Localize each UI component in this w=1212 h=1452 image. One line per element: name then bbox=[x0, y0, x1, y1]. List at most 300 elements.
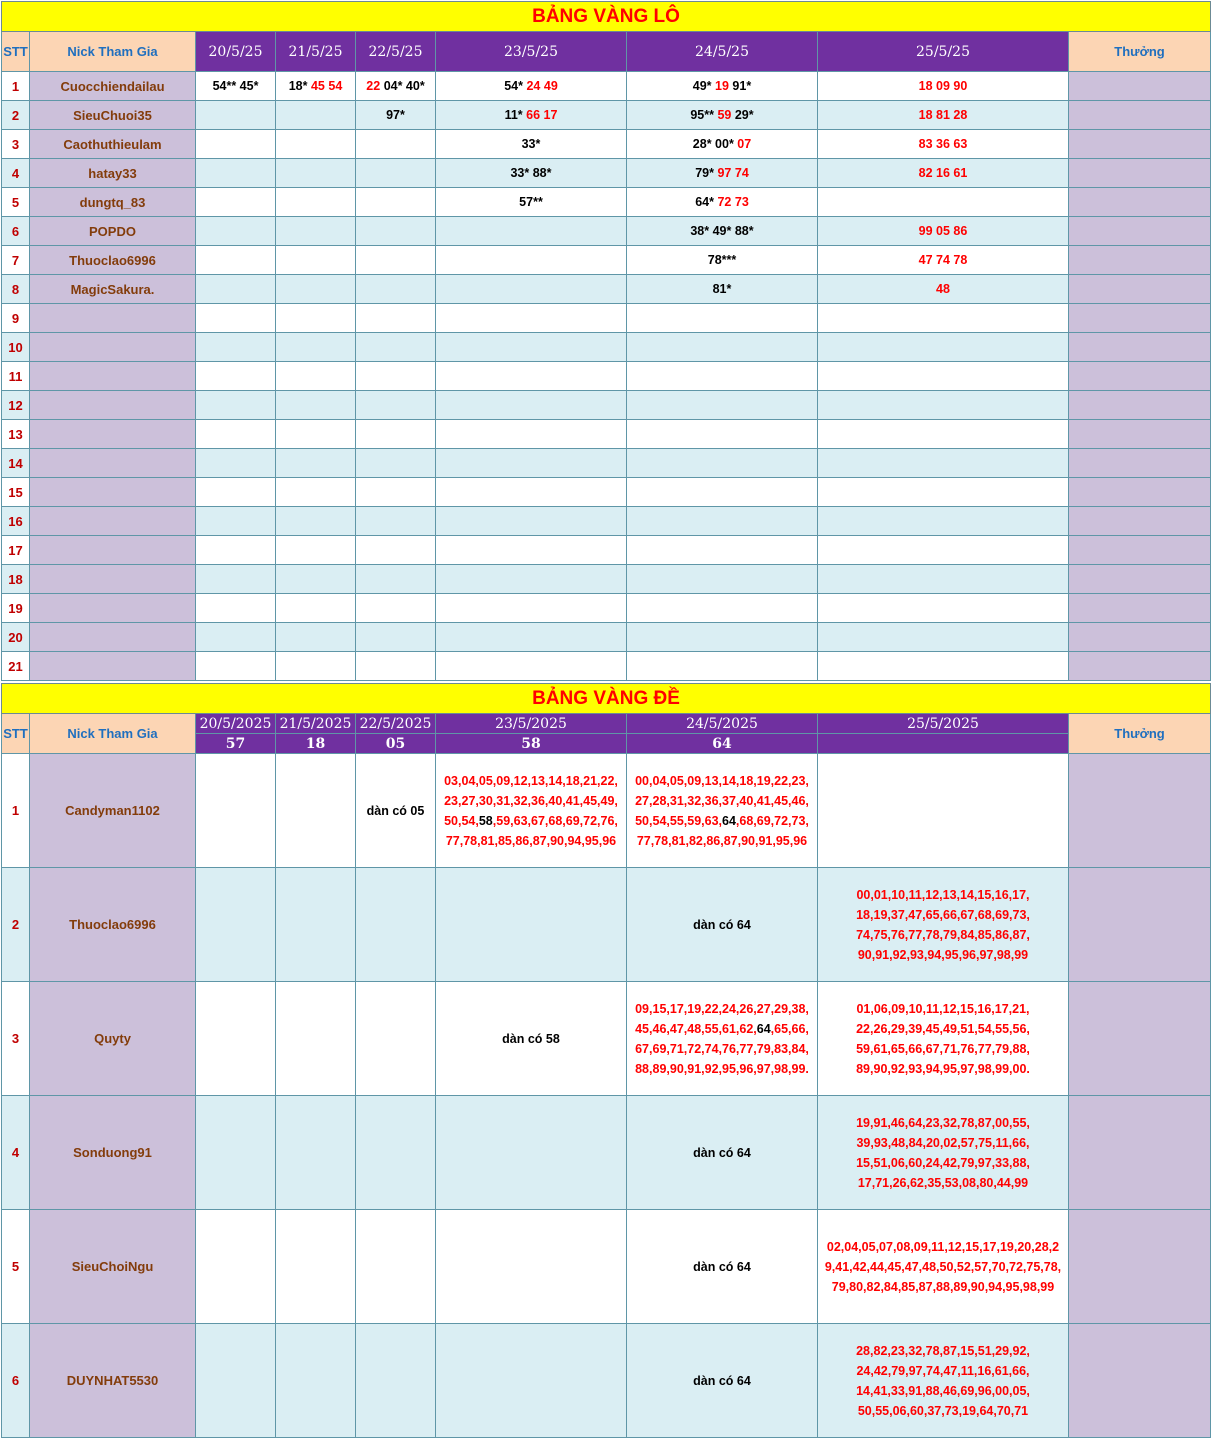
lo-entry-text: 11* bbox=[504, 108, 527, 122]
lo-entry-cell bbox=[356, 101, 436, 130]
lo-row bbox=[2, 217, 1211, 246]
lo-entry-cell bbox=[436, 159, 627, 188]
lo-entry-cell bbox=[276, 652, 356, 681]
de-header-date: 25/5/2025 bbox=[818, 714, 1069, 734]
de-entry-text: dàn có 05 bbox=[366, 803, 425, 818]
lo-entry-cell bbox=[196, 101, 276, 130]
lo-entry-cell bbox=[818, 101, 1069, 130]
lo-entry-cell bbox=[276, 594, 356, 623]
lo-row bbox=[2, 304, 1211, 333]
de-result bbox=[818, 734, 1069, 754]
lo-entry-text: 45 54 bbox=[310, 79, 343, 93]
de-stt-cell: 4 bbox=[2, 1096, 30, 1210]
lo-entry-text: 18 81 28 bbox=[918, 108, 968, 122]
lo-nick-cell: Caothuthieulam bbox=[30, 130, 196, 159]
lo-entry-cell bbox=[196, 420, 276, 449]
de-entry-text: 00,01,10,11,12,13,14,15,16,17, 18,19,37,47,65,66,67,68,69,73, 74,75,76,77,78,79,84,85,86,87, 90,91,92,93,94,95,96,97,98,99 bbox=[856, 887, 1030, 962]
lo-entry-cell bbox=[356, 188, 436, 217]
lo-nick-cell: POPDO bbox=[30, 217, 196, 246]
lo-entry-cell bbox=[196, 362, 276, 391]
lo-stt-cell: 2 bbox=[2, 101, 30, 130]
lo-entry-cell bbox=[276, 101, 356, 130]
de-header-date: 24/5/2025 bbox=[627, 714, 818, 734]
lo-entry-cell bbox=[818, 72, 1069, 101]
lo-entry-cell bbox=[356, 623, 436, 652]
lo-row bbox=[2, 565, 1211, 594]
lo-nick-cell bbox=[30, 594, 196, 623]
lo-entry-cell bbox=[818, 449, 1069, 478]
de-entry-cell bbox=[436, 754, 627, 868]
lo-row bbox=[2, 246, 1211, 275]
lo-entry-cell bbox=[276, 188, 356, 217]
lo-entry-cell bbox=[196, 188, 276, 217]
lo-entry-text: 91* bbox=[732, 79, 752, 93]
lo-entry-cell bbox=[436, 246, 627, 275]
lo-stt-cell: 4 bbox=[2, 159, 30, 188]
de-result: 05 bbox=[356, 734, 436, 754]
de-prize-cell bbox=[1069, 1210, 1211, 1324]
lo-header-date: 21/5/25 bbox=[276, 32, 356, 72]
de-row bbox=[2, 1096, 1211, 1210]
lo-entry-cell bbox=[627, 652, 818, 681]
lo-entry-text: 54** 45* bbox=[212, 79, 259, 93]
lo-entry-cell bbox=[436, 333, 627, 362]
lo-entry-cell bbox=[436, 362, 627, 391]
lo-entry-text: 59 bbox=[717, 108, 735, 122]
lo-entry-cell bbox=[818, 623, 1069, 652]
lo-entry-cell bbox=[436, 304, 627, 333]
lo-entry-cell bbox=[627, 391, 818, 420]
lo-entry-text: 72 73 bbox=[717, 195, 749, 209]
lo-header-date: 25/5/25 bbox=[818, 32, 1069, 72]
lo-entry-cell bbox=[436, 536, 627, 565]
lo-entry-cell bbox=[627, 623, 818, 652]
de-entry-cell bbox=[276, 1096, 356, 1210]
lo-nick-cell bbox=[30, 652, 196, 681]
lo-prize-cell bbox=[1069, 188, 1211, 217]
lo-entry-text: 64* bbox=[695, 195, 718, 209]
lo-entry-cell bbox=[196, 449, 276, 478]
lo-entry-cell bbox=[356, 594, 436, 623]
de-header-date: 23/5/2025 bbox=[436, 714, 627, 734]
lo-stt-cell: 16 bbox=[2, 507, 30, 536]
lo-entry-cell bbox=[356, 507, 436, 536]
lo-entry-cell bbox=[627, 275, 818, 304]
lo-entry-cell bbox=[276, 565, 356, 594]
lo-row bbox=[2, 159, 1211, 188]
lo-stt-cell: 15 bbox=[2, 478, 30, 507]
de-table bbox=[1, 683, 1211, 1438]
lo-header-date: 20/5/25 bbox=[196, 32, 276, 72]
de-prize-cell bbox=[1069, 1324, 1211, 1438]
de-entry-cell bbox=[818, 1324, 1069, 1438]
de-entry-text: 09,15,17,19,22,24,26,27,29,38, 45,46,47,48,55,61,62, bbox=[635, 1001, 809, 1036]
de-nick-cell: Quyty bbox=[30, 982, 196, 1096]
lo-stt-cell: 18 bbox=[2, 565, 30, 594]
lo-entry-cell bbox=[196, 333, 276, 362]
lo-entry-cell bbox=[627, 565, 818, 594]
lo-entry-text: 47 74 78 bbox=[918, 253, 968, 267]
lo-entry-text: 28* 00* bbox=[692, 137, 738, 151]
lo-entry-text: 54* bbox=[504, 79, 527, 93]
de-entry-cell bbox=[196, 754, 276, 868]
de-entry-cell bbox=[436, 868, 627, 982]
lo-nick-cell bbox=[30, 333, 196, 362]
de-entry-cell bbox=[436, 1210, 627, 1324]
lo-stt-cell: 6 bbox=[2, 217, 30, 246]
lo-nick-cell bbox=[30, 304, 196, 333]
lo-entry-cell bbox=[276, 72, 356, 101]
lo-nick-cell bbox=[30, 536, 196, 565]
lo-entry-cell bbox=[818, 246, 1069, 275]
de-stt-cell: 6 bbox=[2, 1324, 30, 1438]
lo-entry-cell bbox=[627, 217, 818, 246]
lo-entry-cell bbox=[356, 449, 436, 478]
lo-entry-cell bbox=[356, 565, 436, 594]
lo-nick-cell: MagicSakura. bbox=[30, 275, 196, 304]
de-entry-cell bbox=[627, 1324, 818, 1438]
de-entry-cell bbox=[627, 982, 818, 1096]
de-entry-text: dàn có 64 bbox=[693, 1259, 751, 1274]
lo-entry-cell bbox=[818, 217, 1069, 246]
lo-entry-cell bbox=[196, 478, 276, 507]
de-header-prize: Thưởng bbox=[1069, 714, 1211, 754]
lo-entry-text: 49* bbox=[692, 79, 716, 93]
lo-entry-text: 22 bbox=[366, 79, 384, 93]
lo-entry-cell bbox=[627, 449, 818, 478]
de-entry-text: dàn có 58 bbox=[502, 1031, 560, 1046]
de-row bbox=[2, 1324, 1211, 1438]
lo-row bbox=[2, 536, 1211, 565]
lo-entry-cell bbox=[627, 101, 818, 130]
lo-row bbox=[2, 594, 1211, 623]
lo-entry-cell bbox=[276, 362, 356, 391]
lo-entry-cell bbox=[196, 159, 276, 188]
lo-prize-cell bbox=[1069, 72, 1211, 101]
lo-entry-cell bbox=[818, 652, 1069, 681]
lo-entry-cell bbox=[276, 304, 356, 333]
de-nick-cell: DUYNHAT5530 bbox=[30, 1324, 196, 1438]
lo-row bbox=[2, 362, 1211, 391]
lo-header-date: 23/5/25 bbox=[436, 32, 627, 72]
lo-entry-text: 83 36 63 bbox=[918, 137, 968, 151]
lo-prize-cell bbox=[1069, 159, 1211, 188]
lo-prize-cell bbox=[1069, 246, 1211, 275]
lo-entry-cell bbox=[627, 333, 818, 362]
lo-stt-cell: 20 bbox=[2, 623, 30, 652]
lo-entry-cell bbox=[627, 246, 818, 275]
de-entry-text: 01,06,09,10,11,12,15,16,17,21, 22,26,29,39,45,49,51,54,55,56, 59,61,65,66,67,71,76,77,79,88, 89,90,92,93,94,95,97,98,99,00. bbox=[856, 1001, 1030, 1076]
de-entry-cell bbox=[818, 868, 1069, 982]
de-stt-cell: 3 bbox=[2, 982, 30, 1096]
lo-row bbox=[2, 623, 1211, 652]
de-entry-cell bbox=[276, 1210, 356, 1324]
lo-row bbox=[2, 130, 1211, 159]
lo-stt-cell: 7 bbox=[2, 246, 30, 275]
lo-entry-text: 79* bbox=[695, 166, 718, 180]
lo-prize-cell bbox=[1069, 478, 1211, 507]
lo-entry-cell bbox=[276, 420, 356, 449]
lo-entry-cell bbox=[276, 623, 356, 652]
lo-stt-cell: 9 bbox=[2, 304, 30, 333]
de-entry-cell bbox=[196, 1324, 276, 1438]
de-entry-text: ,59,63,67,68,69,72,76, 77,78,81,85,86,87,90,94,95,96 bbox=[445, 813, 618, 848]
de-entry-cell bbox=[436, 1324, 627, 1438]
lo-entry-cell bbox=[196, 130, 276, 159]
lo-entry-cell bbox=[818, 188, 1069, 217]
lo-entry-cell bbox=[818, 391, 1069, 420]
de-entry-cell bbox=[436, 982, 627, 1096]
de-row bbox=[2, 868, 1211, 982]
de-nick-cell: SieuChoiNgu bbox=[30, 1210, 196, 1324]
lo-prize-cell bbox=[1069, 652, 1211, 681]
lo-entry-cell bbox=[196, 623, 276, 652]
lo-nick-cell: dungtq_83 bbox=[30, 188, 196, 217]
lo-prize-cell bbox=[1069, 565, 1211, 594]
lo-prize-cell bbox=[1069, 217, 1211, 246]
de-nick-cell: Sonduong91 bbox=[30, 1096, 196, 1210]
lo-entry-cell bbox=[627, 159, 818, 188]
lo-stt-cell: 5 bbox=[2, 188, 30, 217]
lo-prize-cell bbox=[1069, 333, 1211, 362]
lo-entry-cell bbox=[356, 391, 436, 420]
lo-entry-cell bbox=[436, 420, 627, 449]
de-entry-text: 19,91,46,64,23,32,78,87,00,55, 39,93,48,84,20,02,57,75,11,66, 15,51,06,60,24,42,79,97,33,88, 17,71,26,62,35,53,08,80,44,99 bbox=[856, 1115, 1030, 1190]
de-row bbox=[2, 1210, 1211, 1324]
lo-entry-cell bbox=[196, 594, 276, 623]
de-header-stt: STT bbox=[2, 714, 30, 754]
lo-stt-cell: 21 bbox=[2, 652, 30, 681]
lo-nick-cell: Cuocchiendailau bbox=[30, 72, 196, 101]
lo-nick-cell bbox=[30, 362, 196, 391]
lo-nick-cell bbox=[30, 565, 196, 594]
lo-entry-cell bbox=[436, 391, 627, 420]
lo-nick-cell bbox=[30, 478, 196, 507]
de-entry-cell bbox=[356, 1324, 436, 1438]
lo-entry-cell bbox=[436, 594, 627, 623]
de-entry-cell bbox=[356, 1210, 436, 1324]
lo-nick-cell bbox=[30, 507, 196, 536]
lo-entry-cell bbox=[356, 246, 436, 275]
lo-entry-cell bbox=[276, 449, 356, 478]
lo-stt-cell: 14 bbox=[2, 449, 30, 478]
lo-entry-cell bbox=[276, 478, 356, 507]
lo-entry-cell bbox=[627, 130, 818, 159]
lo-row bbox=[2, 507, 1211, 536]
lo-prize-cell bbox=[1069, 449, 1211, 478]
lo-entry-text: 82 16 61 bbox=[918, 166, 968, 180]
lo-entry-cell bbox=[818, 333, 1069, 362]
lo-prize-cell bbox=[1069, 304, 1211, 333]
lo-entry-cell bbox=[356, 217, 436, 246]
lo-entry-cell bbox=[436, 565, 627, 594]
lo-prize-cell bbox=[1069, 420, 1211, 449]
de-prize-cell bbox=[1069, 1096, 1211, 1210]
lo-entry-text: 24 49 bbox=[526, 79, 558, 93]
lo-entry-cell bbox=[356, 362, 436, 391]
lo-nick-cell: SieuChuoi35 bbox=[30, 101, 196, 130]
lo-entry-cell bbox=[196, 565, 276, 594]
lo-entry-cell bbox=[356, 652, 436, 681]
de-entry-text: dàn có 64 bbox=[693, 1373, 751, 1388]
de-entry-cell bbox=[276, 982, 356, 1096]
de-entry-cell bbox=[196, 868, 276, 982]
lo-entry-text: 38* 49* 88* bbox=[690, 224, 754, 238]
lo-entry-cell bbox=[627, 304, 818, 333]
de-stt-cell: 5 bbox=[2, 1210, 30, 1324]
lo-row bbox=[2, 449, 1211, 478]
lo-entry-cell bbox=[356, 72, 436, 101]
lo-header-date: 24/5/25 bbox=[627, 32, 818, 72]
de-entry-cell bbox=[627, 754, 818, 868]
lo-nick-cell bbox=[30, 391, 196, 420]
de-entry-text: dàn có 64 bbox=[693, 917, 751, 932]
de-entry-text: 64 bbox=[756, 1021, 771, 1036]
lo-stt-cell: 19 bbox=[2, 594, 30, 623]
lo-nick-cell: Thuoclao6996 bbox=[30, 246, 196, 275]
lo-entry-text: 95** bbox=[690, 108, 718, 122]
de-title: BẢNG VÀNG ĐỀ bbox=[2, 684, 1211, 714]
de-entry-text: 28,82,23,32,78,87,15,51,29,92, 24,42,79,97,74,47,11,16,61,66, 14,41,33,91,88,46,69,96,00,05, 50,55,06,60,37,73,19,64,70,71 bbox=[856, 1343, 1030, 1418]
lo-entry-cell bbox=[818, 362, 1069, 391]
lo-entry-cell bbox=[276, 130, 356, 159]
lo-row bbox=[2, 72, 1211, 101]
lo-entry-cell bbox=[818, 536, 1069, 565]
de-entry-cell bbox=[196, 1210, 276, 1324]
lo-header-date: 22/5/25 bbox=[356, 32, 436, 72]
lo-entry-text: 07 bbox=[737, 137, 752, 151]
de-stt-cell: 2 bbox=[2, 868, 30, 982]
lo-stt-cell: 1 bbox=[2, 72, 30, 101]
de-entry-cell bbox=[276, 754, 356, 868]
de-stt-cell: 1 bbox=[2, 754, 30, 868]
lo-entry-cell bbox=[818, 130, 1069, 159]
lo-row bbox=[2, 333, 1211, 362]
lo-entry-text: 57** bbox=[519, 195, 543, 209]
lo-entry-text: 33* 88* bbox=[510, 166, 552, 180]
lo-entry-cell bbox=[627, 188, 818, 217]
de-entry-cell bbox=[196, 1096, 276, 1210]
lo-row bbox=[2, 478, 1211, 507]
de-entry-cell bbox=[818, 754, 1069, 868]
lo-entry-cell bbox=[818, 304, 1069, 333]
lo-entry-cell bbox=[356, 304, 436, 333]
lo-entry-cell bbox=[196, 275, 276, 304]
lo-entry-cell bbox=[627, 536, 818, 565]
lo-prize-cell bbox=[1069, 623, 1211, 652]
lo-row bbox=[2, 391, 1211, 420]
lo-entry-cell bbox=[818, 159, 1069, 188]
lo-entry-text: 19 bbox=[715, 79, 733, 93]
de-entry-cell bbox=[818, 1210, 1069, 1324]
lo-entry-text: 97* bbox=[386, 108, 405, 122]
lo-entry-cell bbox=[276, 391, 356, 420]
lo-entry-cell bbox=[627, 362, 818, 391]
de-prize-cell bbox=[1069, 868, 1211, 982]
lo-entry-text: 48 bbox=[936, 282, 950, 296]
lo-entry-cell bbox=[436, 449, 627, 478]
lo-entry-cell bbox=[276, 217, 356, 246]
de-entry-cell bbox=[196, 982, 276, 1096]
de-prize-cell bbox=[1069, 754, 1211, 868]
lo-prize-cell bbox=[1069, 594, 1211, 623]
lo-entry-cell bbox=[627, 594, 818, 623]
lo-header-nick: Nick Tham Gia bbox=[30, 32, 196, 72]
de-entry-cell bbox=[356, 868, 436, 982]
lo-entry-cell bbox=[818, 275, 1069, 304]
lo-entry-cell bbox=[436, 478, 627, 507]
lo-entry-cell bbox=[356, 130, 436, 159]
lo-entry-cell bbox=[436, 275, 627, 304]
lo-entry-text: 18* bbox=[288, 79, 311, 93]
lo-nick-cell bbox=[30, 420, 196, 449]
de-entry-cell bbox=[436, 1096, 627, 1210]
lo-entry-cell bbox=[356, 420, 436, 449]
lo-nick-cell bbox=[30, 623, 196, 652]
lo-table bbox=[1, 1, 1211, 681]
lo-nick-cell: hatay33 bbox=[30, 159, 196, 188]
lo-header-prize: Thưởng bbox=[1069, 32, 1211, 72]
de-entry-cell bbox=[276, 1324, 356, 1438]
de-entry-text: 03,04,05,09,12,13,14,18,21,22, 23,27,30,31,32,36,40,41,45,49, 50,54, bbox=[444, 773, 618, 828]
de-entry-text: 58 bbox=[478, 813, 493, 828]
lo-entry-cell bbox=[436, 217, 627, 246]
de-entry-cell bbox=[356, 1096, 436, 1210]
de-entry-cell bbox=[276, 868, 356, 982]
lo-prize-cell bbox=[1069, 507, 1211, 536]
lo-entry-cell bbox=[627, 507, 818, 536]
lo-entry-cell bbox=[818, 565, 1069, 594]
lo-stt-cell: 11 bbox=[2, 362, 30, 391]
lo-entry-cell bbox=[276, 275, 356, 304]
lo-entry-cell bbox=[276, 333, 356, 362]
de-entry-text: ,65,66, 67,69,71,72,74,76,77,79,83,84, 88,89,90,91,92,95,96,97,98,99. bbox=[635, 1021, 809, 1076]
de-header-date: 21/5/2025 bbox=[276, 714, 356, 734]
de-row bbox=[2, 754, 1211, 868]
lo-entry-cell bbox=[196, 304, 276, 333]
lo-stt-cell: 12 bbox=[2, 391, 30, 420]
lo-entry-cell bbox=[436, 130, 627, 159]
lo-entry-cell bbox=[627, 72, 818, 101]
lo-entry-text: 97 74 bbox=[717, 166, 749, 180]
de-entry-cell bbox=[356, 982, 436, 1096]
de-entry-cell bbox=[627, 1096, 818, 1210]
de-entry-cell bbox=[627, 868, 818, 982]
de-result: 57 bbox=[196, 734, 276, 754]
lo-entry-cell bbox=[818, 507, 1069, 536]
lo-nick-cell bbox=[30, 449, 196, 478]
lo-entry-cell bbox=[276, 159, 356, 188]
de-row bbox=[2, 982, 1211, 1096]
lo-entry-cell bbox=[196, 217, 276, 246]
de-header-nick: Nick Tham Gia bbox=[30, 714, 196, 754]
lo-entry-cell bbox=[436, 623, 627, 652]
lo-stt-cell: 17 bbox=[2, 536, 30, 565]
lo-entry-cell bbox=[436, 101, 627, 130]
lo-entry-cell bbox=[196, 72, 276, 101]
de-entry-cell bbox=[627, 1210, 818, 1324]
de-nick-cell: Candyman1102 bbox=[30, 754, 196, 868]
lo-entry-cell bbox=[276, 507, 356, 536]
lo-stt-cell: 10 bbox=[2, 333, 30, 362]
lo-entry-cell bbox=[436, 72, 627, 101]
lo-entry-text: 99 05 86 bbox=[918, 224, 968, 238]
lo-entry-cell bbox=[818, 478, 1069, 507]
lo-entry-text: 66 17 bbox=[526, 108, 558, 122]
lo-entry-cell bbox=[276, 246, 356, 275]
lo-entry-cell bbox=[627, 420, 818, 449]
lo-entry-text: 18 09 90 bbox=[918, 79, 968, 93]
